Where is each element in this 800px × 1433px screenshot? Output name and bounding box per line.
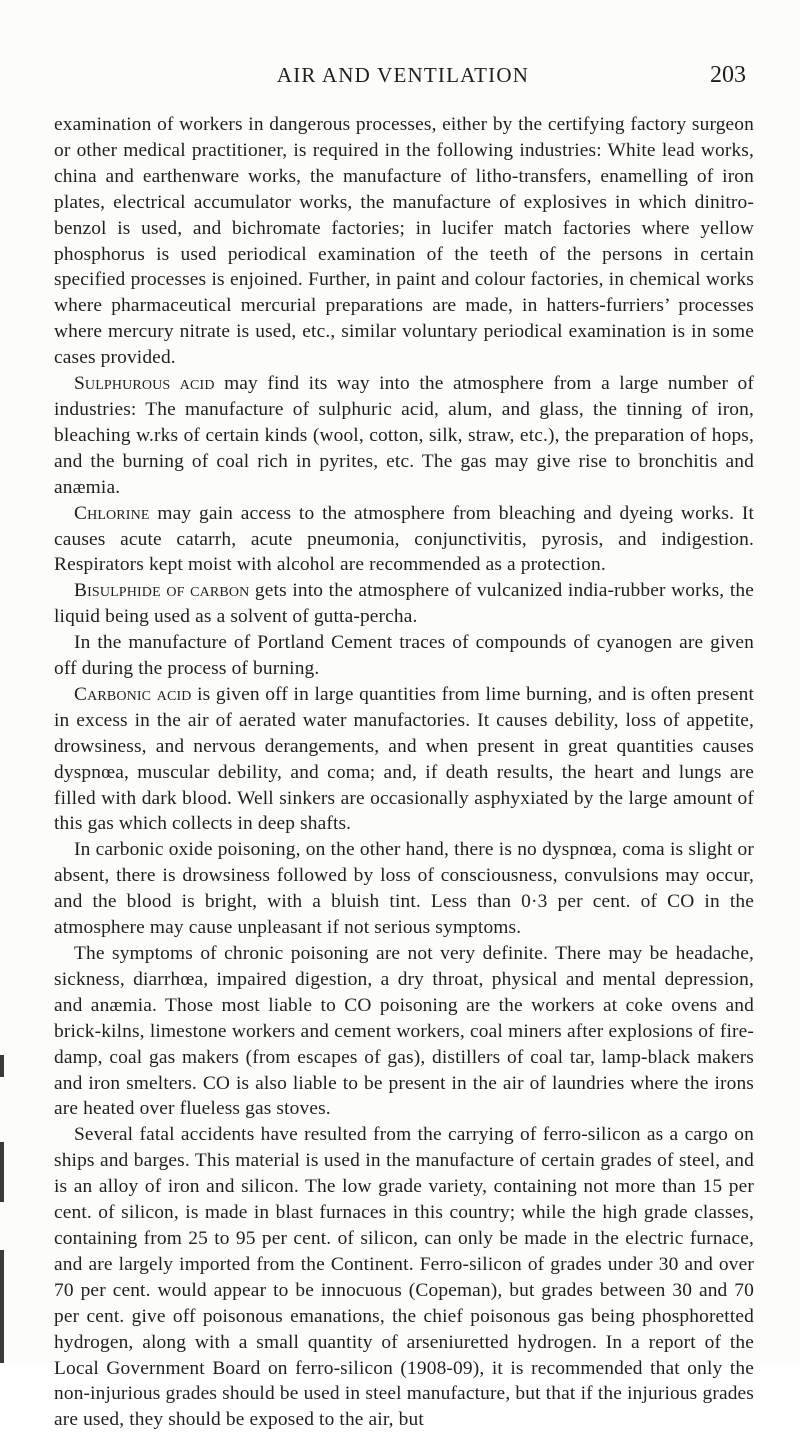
paragraph-text: In carbonic oxide poisoning, on the other hand, there is no dyspnœa, coma is slight or absent, there is drowsiness followed by loss of consciousness, convulsions may occur, and the blood is bright, with a bluish tint. Less than 0·3 per cent. of CO in the atmosphere may cause unpleasant if not serious symptoms. xyxy=(54,839,754,939)
term-carbonic-acid: Carbonic acid xyxy=(74,683,192,705)
paragraph-portland-cement xyxy=(54,630,754,682)
paragraph-text: The symptoms of chronic poisoning are not very definite. There may be headache, sickness, diarrhœa, impaired digestion, a dry throat, physical and mental depression, and anæmia. Those most liable to CO poisoning are the workers at coke ovens and brick-kilns, limestone workers and cement workers, coal miners after explosions of fire-damp, coal gas makers (from escapes of gas), distillers of coal tar, lamp-black makers and iron smelters. CO is also liable to be present in the air of laundries where the irons are heated over flueless gas stoves. xyxy=(54,943,754,1120)
paragraph-examination xyxy=(54,112,754,371)
paragraph-bisulphide-of-carbon xyxy=(54,578,754,630)
term-chlorine: Chlorine xyxy=(74,502,150,524)
term-bisulphide-of-carbon: Bisulphide of carbon xyxy=(74,580,250,602)
paragraph-sulphurous-acid xyxy=(54,371,754,501)
running-title: AIR AND VENTILATION xyxy=(276,63,530,87)
paragraph-chlorine xyxy=(54,501,754,579)
term-sulphurous-acid: Sulphurous acid xyxy=(74,373,215,395)
paragraph-text: may find its way into the atmosphere from a large number of industries: The manufacture of sulphuric acid, alum, and glass, the tinning of iron, bleaching w.rks of certain kinds (wool, cotton, silk, straw, etc.), the preparation of hops, and the burning of coal rich in pyrites, etc. The gas may give rise to bronchitis and anæmia. xyxy=(54,373,754,498)
paragraph-text: may gain access to the atmosphere from bleaching and dyeing works. It causes acute catarrh, acute pneumonia, conjunctivitis, pyrosis, and indigestion. Respirators kept moist with alcohol are recommended as a protection. xyxy=(54,502,754,576)
page-number: 203 xyxy=(710,62,746,88)
scan-edge-mark xyxy=(0,1250,4,1363)
body-text xyxy=(54,112,754,1433)
running-head xyxy=(60,60,746,90)
paragraph-chronic-poisoning xyxy=(54,941,754,1122)
scan-edge-mark xyxy=(0,1055,4,1077)
scan-edge-mark xyxy=(0,1142,4,1202)
paragraph-text: gets into the atmosphere of vulcanized india-rubber works, the liquid being used as a solvent of gutta-percha. xyxy=(54,580,755,628)
paragraph-text: is given off in large quantities from lime burning, and is often present in excess in the air of aerated water manufactories. It causes debility, loss of appetite, drowsiness, and nervous derangements, and when present in great quantities causes dyspnœa, muscular debility, and coma; and, if death results, the heart and lungs are filled with dark blood. Well sinkers are occasionally asphyxiated by the large amount of this gas which collects in deep shafts. xyxy=(54,683,754,835)
paragraph-carbonic-acid xyxy=(54,682,754,837)
paragraph-text: Several fatal accidents have resulted from the carrying of ferro-silicon as a cargo on ships and barges. This material is used in the manufacture of certain grades of steel, and is an alloy of iron and silicon. The low grade variety, containing not more than 15 per cent. of silicon, is made in blast furnaces in this country; while the high grade classes, containing from 25 to 95 per cent. of silicon, can only be made in the electric furnace, and are largely imported from the Continent. Ferro-silicon of grades under 30 and over 70 per cent. would appear to be innocuous (Copeman), but grades between 30 and 70 per cent. give off poisonous emanations, the chief poisonous gas being phosphoretted hydrogen, along with a small quantity of arseniuretted hydrogen. In a report of the Local Government Board on ferro-silicon (1908-09), it is recommended that only the non-injurious grades should be used in steel manufacture, but that if the injurious grades are used, they should be exposed to the air, but xyxy=(54,1124,754,1431)
paragraph-text: examination of workers in dangerous processes, either by the certifying factory surgeon or other medical practitioner, is required in the following industries: White lead works, china and earthenware works, the manufacture of litho-transfers, enamelling of iron plates, electrical accumulator works, the manufacture of explosives in which dinitro-benzol is used, and bichromate factories; in lucifer match factories where yellow phosphorus is used periodical examination of the teeth of the persons in certain specified processes is enjoined. Further, in paint and colour factories, in chemical works where pharmaceutical mercurial preparations are made, in hatters-furriers’ processes where mercury nitrate is used, etc., similar voluntary periodical examination is in some cases provided. xyxy=(54,114,754,369)
paragraph-carbonic-oxide xyxy=(54,837,754,941)
paragraph-ferro-silicon xyxy=(54,1122,754,1433)
paragraph-text: In the manufacture of Portland Cement traces of compounds of cyanogen are given off during the process of burning. xyxy=(54,632,754,680)
